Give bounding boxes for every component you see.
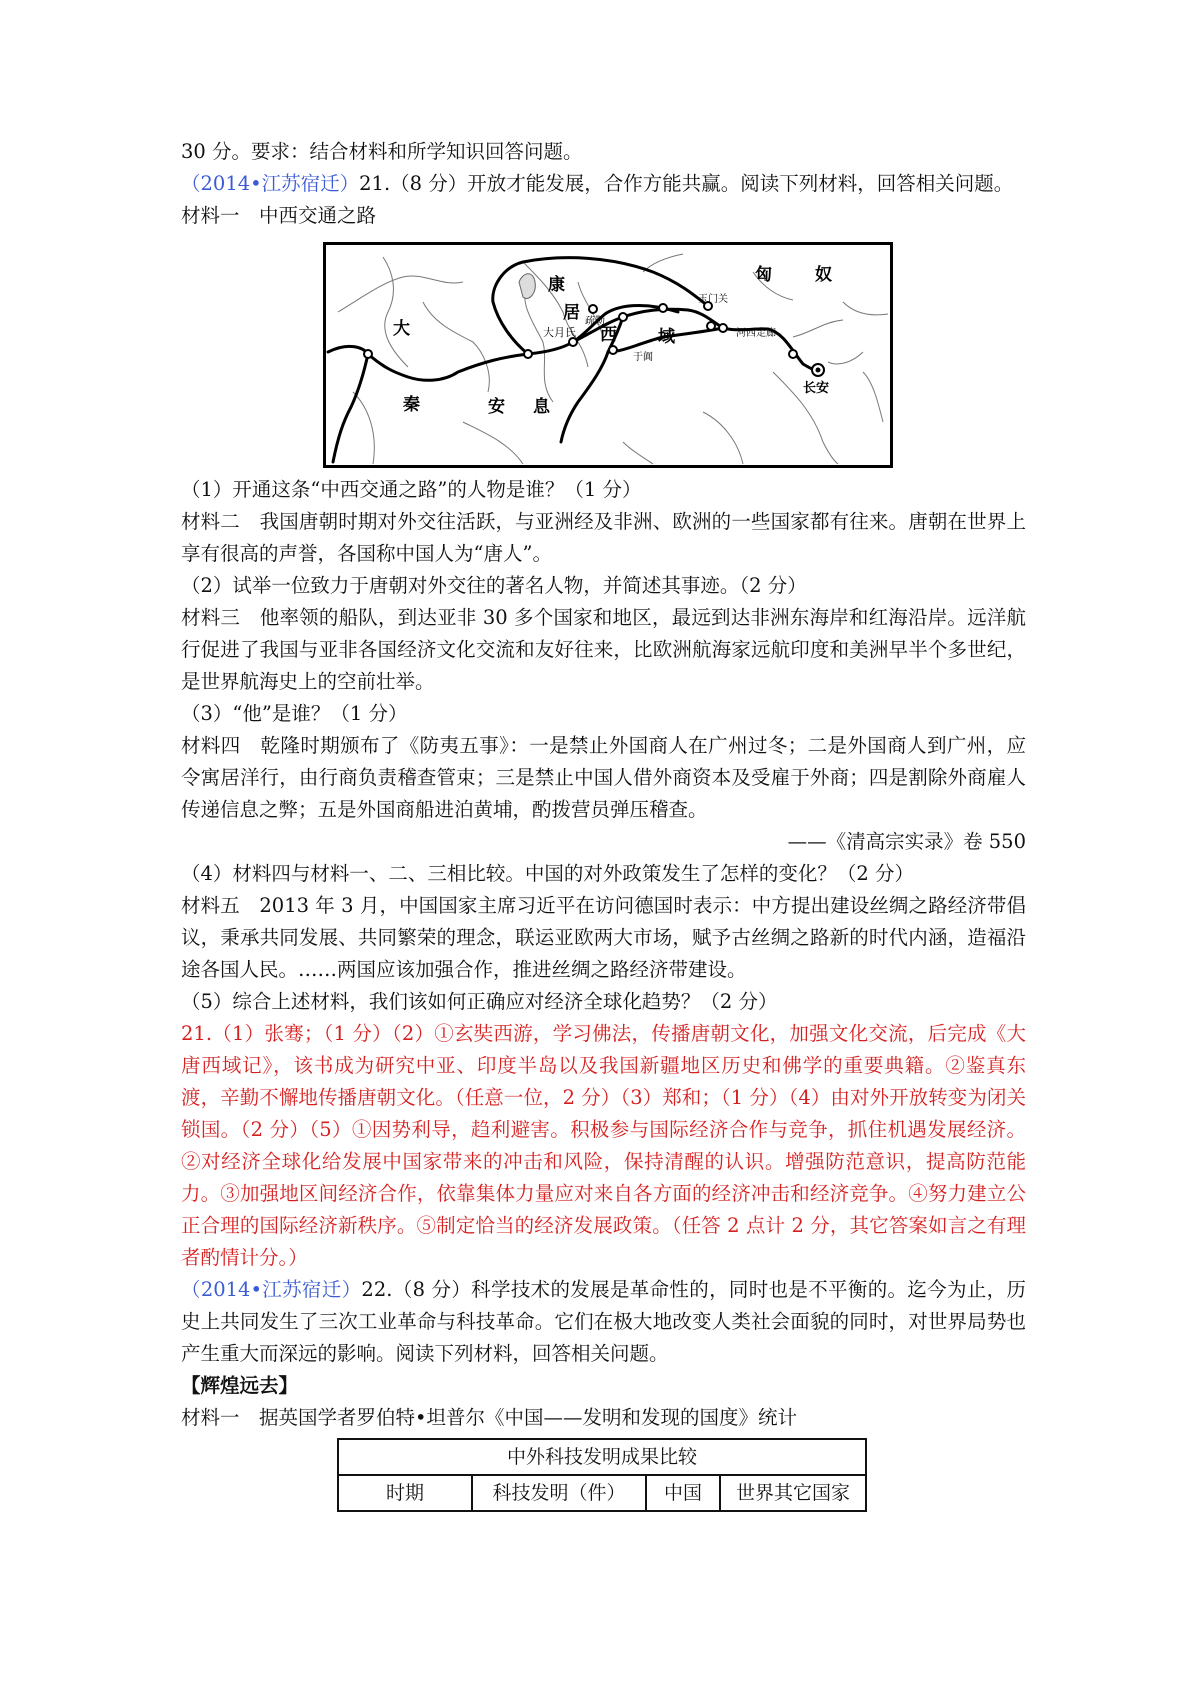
material-5: 材料五 2013 年 3 月，中国国家主席习近平在访问德国时表示：中方提出建设丝绸之路经济带倡议，秉承共同发展、共同繁荣的理念，联运亚欧两大市场，赋予古丝绸之路新的时代内涵，造福沿途各国人民。……两国应该加强合作，推进丝绸之路经济带建设。 (181, 894, 1026, 981)
table-header-period: 时期 (338, 1475, 472, 1511)
question-21-text: 21.（8 分）开放才能发展，合作方能共赢。阅读下列材料，回答相关问题。 (359, 172, 1014, 195)
table-header-inventions: 科技发明（件） (472, 1475, 646, 1511)
document-content (181, 136, 1026, 1512)
map-label-xi: 西 (600, 325, 617, 345)
map-label-yumenguan: 玉门关 (698, 294, 728, 305)
question-21-1: （1）开通这条“中西交通之路”的人物是谁？（1 分） (181, 478, 642, 501)
intro-line: 30 分。要求：结合材料和所学知识回答问题。 (181, 140, 583, 163)
material-4: 材料四 乾隆时期颁布了《防夷五事》：一是禁止外国商人在广州过冬；二是外国商人到广州，应令寓居洋行，由行商负责稽查管束；三是禁止中国人借外商资本及受雇于外商；四是割除外商雇人传递信息之弊；五是外国商船进泊黄埔，酌拨营员弹压稽查。 (181, 734, 1026, 821)
table-caption: 中外科技发明成果比较 (338, 1439, 866, 1475)
table-caption-row (338, 1439, 866, 1475)
map-label-xi2: 息 (533, 397, 550, 417)
question-21-source: （2014•江苏宿迁） (181, 172, 360, 195)
table-header-row (338, 1475, 866, 1511)
table-header-china: 中国 (646, 1475, 720, 1511)
question-22-source: （2014•江苏宿迁） (181, 1278, 362, 1301)
map-label-yutian: 于阗 (633, 352, 653, 363)
map-label-yu: 域 (658, 327, 675, 347)
map-label-shule: 疏勒 (585, 316, 605, 327)
map-label-ju: 居 (563, 303, 580, 323)
map-label-qin: 秦 (403, 395, 420, 415)
question-21-4: （4）材料四与材料一、二、三相比较。中国的对外政策发生了怎样的变化？（2 分） (181, 862, 915, 885)
question-21-3: （3）“他”是谁？（1 分） (181, 702, 408, 725)
material-2: 材料二 我国唐朝时期对外交往活跃，与亚洲经及非洲、欧洲的一些国家都有往来。唐朝在世界上享有很高的声誉，各国称中国人为“唐人”。 (181, 510, 1026, 565)
map-label-xiong: 匈 (755, 265, 772, 285)
invention-comparison-table (337, 1438, 867, 1512)
map-label-da: 大 (393, 319, 410, 339)
question-21-5: （5）综合上述材料，我们该如何正确应对经济全球化趋势？（2 分） (181, 990, 778, 1013)
material-4-source: ——《清高宗实录》卷 550 (787, 830, 1026, 853)
section-title: 【辉煌远去】 (181, 1374, 299, 1397)
question-21-stem (181, 168, 1026, 200)
question-22-stem (181, 1274, 1026, 1370)
map-label-dayuezhi: 大月氏 (543, 326, 576, 339)
map-label-kang: 康 (548, 275, 565, 295)
silk-road-map (323, 242, 893, 468)
material-1-title: 材料一 中西交通之路 (181, 204, 377, 227)
map-label-changan: 长安 (803, 381, 830, 396)
question-22-material-1: 材料一 据英国学者罗伯特•坦普尔《中国——发明和发现的国度》统计 (181, 1406, 798, 1429)
question-21-2: （2）试举一位致力于唐朝对外交往的著名人物，并简述其事迹。（2 分） (181, 574, 807, 597)
map-label-an: 安 (488, 397, 505, 417)
material-3: 材料三 他率领的船队，到达亚非 30 多个国家和地区，最远到达非洲东海岸和红海沿岸。远洋航行促进了我国与亚非各国经济文化交流和友好往来，比欧洲航海家远航印度和美洲早半个多世纪，是世界航海史上的空前壮举。 (181, 606, 1026, 693)
table-header-other-countries: 世界其它国家 (720, 1475, 866, 1511)
map-label-nu: 奴 (815, 265, 832, 285)
question-22-text: 22.（8 分）科学技术的发展是革命性的，同时也是不平衡的。迄今为止，历史上共同发生了三次工业革命与科技革命。它们在极大地改变人类社会面貌的同时，对世界局势也产生重大而深远的影响。阅读下列材料，回答相关问题。 (181, 1278, 1026, 1365)
answer-21: 21.（1）张骞；（1 分）（2）①玄奘西游，学习佛法，传播唐朝文化，加强文化交流，后完成《大唐西域记》，该书成为研究中亚、印度半岛以及我国新疆地区历史和佛学的重要典籍。②鉴真东渡，辛勤不懈地传播唐朝文化。（任意一位，2 分）（3）郑和；（1 分）（4）由对外开放转变为闭关锁国。（2 分）（5）①因势利导，趋利避害。积极参与国际经济合作与竞争，抓住机遇发展经济。②对经济全球化给发展中国家带来的冲击和风险，保持清醒的认识。增强防范意识，提高防范能力。③加强地区间经济合作，依靠集体力量应对来自各方面的经济冲击和经济竞争。④努力建立公正合理的国际经济新秩序。⑤制定恰当的经济发展政策。（任答 2 点计 2 分，其它答案如言之有理者酌情计分。） (181, 1022, 1026, 1269)
map-label-hexi: 河西走廊 (736, 328, 776, 339)
